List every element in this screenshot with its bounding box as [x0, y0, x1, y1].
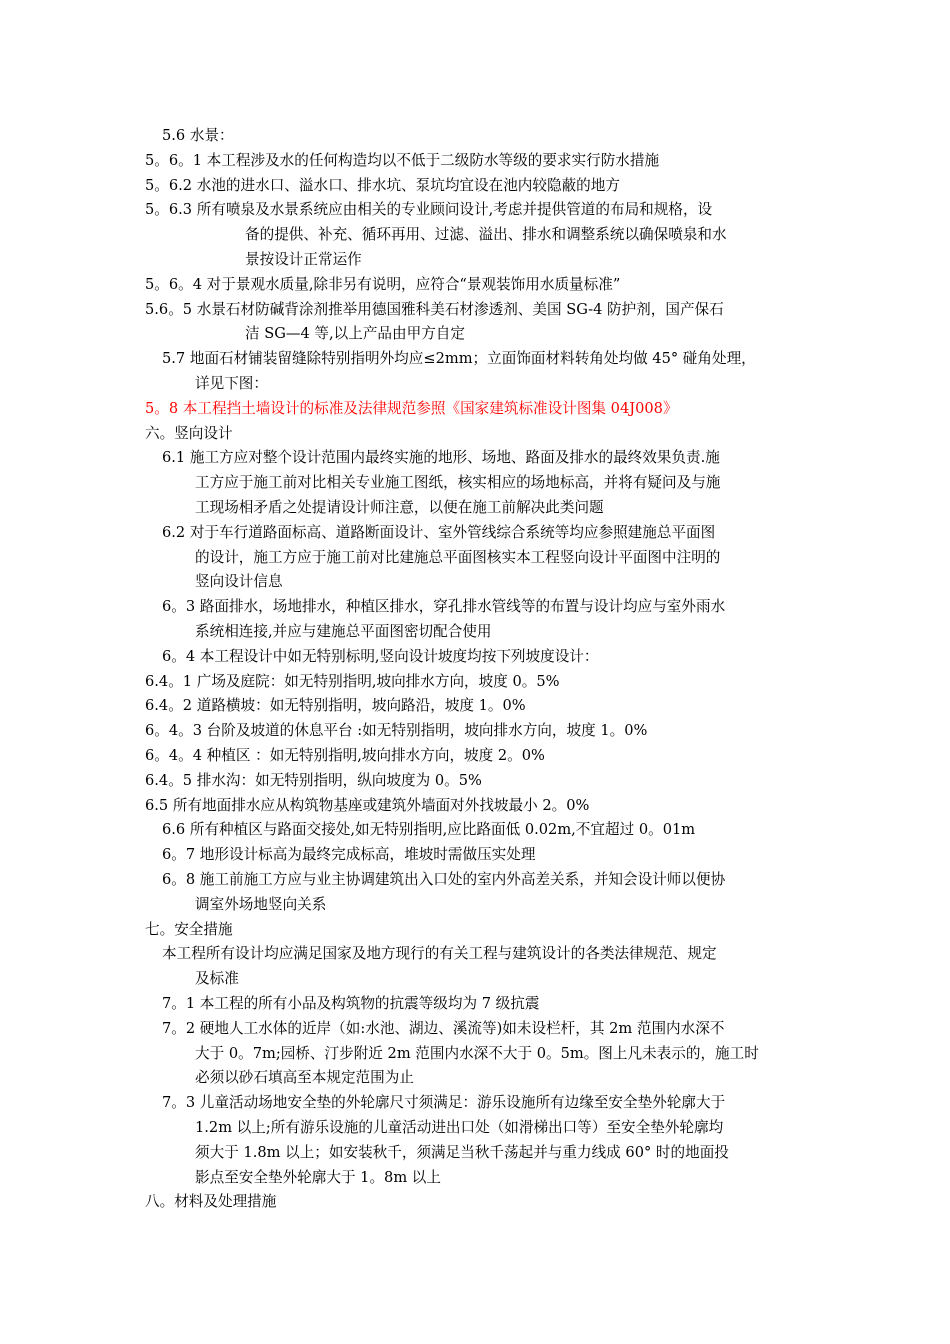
text-line: 备的提供、补充、循环再用、过滤、溢出、排水和调整系统以确保喷泉和水: [245, 226, 727, 244]
text-line: 的设计，施工方应于施工前对比建施总平面图核实本工程竖向设计平面图中注明的: [195, 548, 721, 566]
text-line: 6.4。2 道路横坡：如无特别指明，坡向路沿，坡度 1。0%: [145, 697, 526, 715]
text-line: 7。2 硬地人工水体的近岸（如:水池、湖边、溪流等)如未设栏杆，其 2m 范围内水深不: [162, 1019, 725, 1037]
text-line: 7。3 儿童活动场地安全垫的外轮廓尺寸须满足：游乐设施所有边缘至安全垫外轮廓大于: [162, 1094, 726, 1112]
text-line: 7。1 本工程的所有小品及构筑物的抗震等级均为 7 级抗震: [162, 995, 540, 1012]
text-line: 工现场相矛盾之处提请设计师注意，以便在施工前解决此类问题: [195, 499, 604, 516]
text-line: 及标准: [195, 970, 239, 988]
highlighted-text-line: 5。8 本工程挡土墙设计的标准及法律规范参照《国家建筑标准设计图集 04J008》: [145, 399, 678, 417]
text-line: 景按设计正常运作: [245, 251, 362, 268]
text-line: 详见下图：: [195, 375, 268, 392]
text-line: 6。4 本工程设计中如无特别标明,竖向设计坡度均按下列坡度设计：: [162, 647, 599, 665]
text-line: 须大于 1.8m 以上；如安装秋千，须满足当秋千荡起并与重力线成 60° 时的地面投: [195, 1143, 729, 1161]
text-line: 必须以砂石填高至本规定范围为止: [195, 1069, 414, 1087]
text-line: 6.6 所有种植区与路面交接处,如无特别指明,应比路面低 0.02m,不宜超过 0。01m: [162, 821, 696, 839]
text-line: 6。8 施工前施工方应与业主协调建筑出入口处的室内外高差关系，并知会设计师以便协: [162, 871, 726, 888]
text-line: 6。3 路面排水，场地排水，种植区排水，穿孔排水管线等的布置与设计均应与室外雨水: [162, 598, 726, 616]
text-line: 6.1 施工方应对整个设计范围内最终实施的地形、场地、路面及排水的最终效果负责.施: [162, 449, 720, 467]
text-line: 竖向设计信息: [195, 573, 283, 591]
text-line: 调室外场地竖向关系: [195, 895, 327, 913]
text-line: 七。安全措施: [145, 920, 233, 938]
text-line: 5.7 地面石材铺装留缝除特别指明外均应≤2mm；立面饰面材料转角处均做 45° 碰角处理，: [162, 350, 756, 368]
text-line: 6。7 地形设计标高为最终完成标高，堆坡时需做压实处理: [162, 846, 536, 864]
text-line: 洁 SG—4 等,以上产品由甲方自定: [245, 325, 465, 343]
text-line: 6.2 对于车行道路面标高、道路断面设计、室外管线综合系统等均应参照建施总平面图: [162, 523, 716, 541]
text-line: 八。材料及处理措施: [145, 1193, 277, 1211]
text-line: 5。6。4 对于景观水质量,除非另有说明，应符合“景观装饰用水质量标准”: [145, 275, 621, 293]
text-line: 5.6 水景：: [162, 127, 234, 144]
text-line: 工方应于施工前对比相关专业施工图纸，核实相应的场地标高，并将有疑问及与施: [195, 474, 721, 492]
text-line: 6。4。3 台阶及坡道的休息平台 :如无特别指明，坡向排水方向，坡度 1。0%: [145, 722, 648, 740]
text-line: 6.4。1 广场及庭院：如无特别指明,坡向排水方向，坡度 0。5%: [145, 672, 560, 690]
text-line: 5。6。1 本工程涉及水的任何构造均以不低于二级防水等级的要求实行防水措施: [145, 151, 660, 169]
text-line: 6。4。4 种植区 ：如无特别指明,坡向排水方向，坡度 2。0%: [145, 747, 545, 764]
text-line: 六。竖向设计: [145, 424, 233, 442]
text-line: 1.2m 以上;所有游乐设施的儿童活动进出口处（如滑梯出口等）至安全垫外轮廓均: [195, 1119, 724, 1136]
text-line: 本工程所有设计均应满足国家及地方现行的有关工程与建筑设计的各类法律规范、规定: [162, 945, 717, 963]
text-line: 大于 0。7m;园桥、汀步附近 2m 范围内水深不大于 0。5m。图上凡未表示的，施工时: [195, 1044, 759, 1062]
text-line: 5。6.2 水池的进水口、溢水口、排水坑、泵坑均宜设在池内较隐蔽的地方: [145, 176, 620, 194]
text-line: 影点至安全垫外轮廓大于 1。8m 以上: [195, 1168, 442, 1186]
text-line: 6.5 所有地面排水应从构筑物基座或建筑外墙面对外找坡最小 2。0%: [145, 796, 590, 814]
text-line: 6.4。5 排水沟：如无特别指明，纵向坡度为 0。5%: [145, 771, 482, 789]
text-line: 5。6.3 所有喷泉及水景系统应由相关的专业顾问设计,考虑并提供管道的布局和规格，设: [145, 201, 713, 219]
text-line: 系统相连接,并应与建施总平面图密切配合使用: [195, 623, 492, 640]
text-line: 5.6。5 水景石材防碱背涂剂推举用德国雅科美石材渗透剂、美国 SG-4 防护剂，国产保石: [145, 300, 724, 318]
